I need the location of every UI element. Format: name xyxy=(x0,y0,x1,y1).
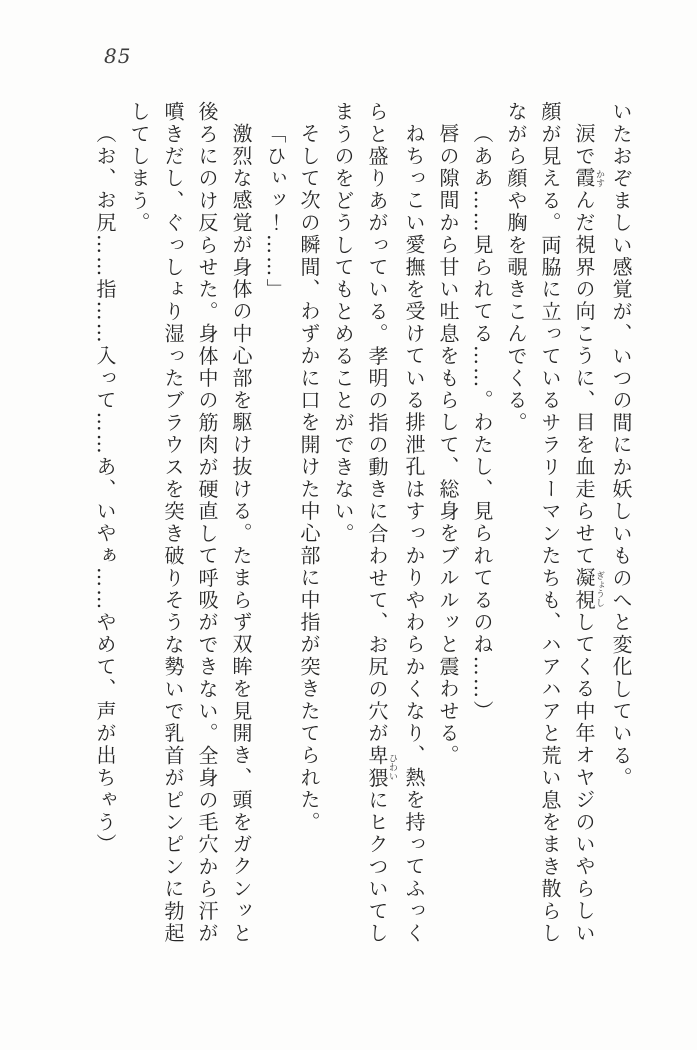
text-line: （ああ……見られてる……。わたし、見られてるのね……） xyxy=(470,123,494,723)
text-line: 涙で霞かすんだ視界の向こうに、目を血走らせて凝視ぎょうししてくる中年オヤジのいやらしい xyxy=(572,123,604,945)
text-line: 噴きだし、ぐっしょり湿ったブラウスを突き破りそうな勢いで乳首がピンピンに勃起 xyxy=(161,101,185,945)
furigana-annotated-word: 凝視ぎょうし xyxy=(572,567,604,612)
text-line: ながら顔や胸を覗きこんでくる。 xyxy=(504,101,528,434)
furigana-annotated-word: 卑猥ひわい xyxy=(365,744,397,790)
page-number: 85 xyxy=(104,44,132,68)
text-line: いたおぞましい感覚が、いつの間にか妖しいものへと変化している。 xyxy=(609,101,633,790)
furigana-annotated-word: 霞かす xyxy=(572,167,604,190)
text-line: そして次の瞬間、わずかに口を開けた中心部に中指が突きたてられた。 xyxy=(297,123,321,834)
text-line: らと盛りあがっている。孝明の指の動きに合わせて、お尻の穴が卑猥ひわいにヒクついてし xyxy=(365,101,397,945)
text-line: （お、お尻……指……入って……あ、いやぁ……やめて、声が出ちゃう） xyxy=(93,123,117,856)
text-line: 唇の隙間から甘い吐息をもらして、総身をブルルッと震わせる。 xyxy=(436,123,460,767)
text-line: してしまう。 xyxy=(127,101,151,235)
text-line: ねちっこい愛撫を受けている排泄孔はすっかりやわらかくなり、熱を持ってふっく xyxy=(402,123,426,945)
text-line: 激烈な感覚が身体の中心部を駆け抜ける。たまらず双眸を見開き、頭をガクンッと xyxy=(229,123,253,945)
text-block xyxy=(88,101,638,947)
text-line: 顔が見える。両脇に立っているサラリーマンたちも、ハアハアと荒い息をまき散らし xyxy=(538,101,562,945)
text-line: 後ろにのけ反らせた。身体中の筋肉が硬直して呼吸ができない。全身の毛穴から汗が xyxy=(195,101,219,945)
text-line: まうのをどうしてもとめることができない。 xyxy=(331,101,355,545)
text-line: 「ひぃッ！……」 xyxy=(263,123,287,301)
